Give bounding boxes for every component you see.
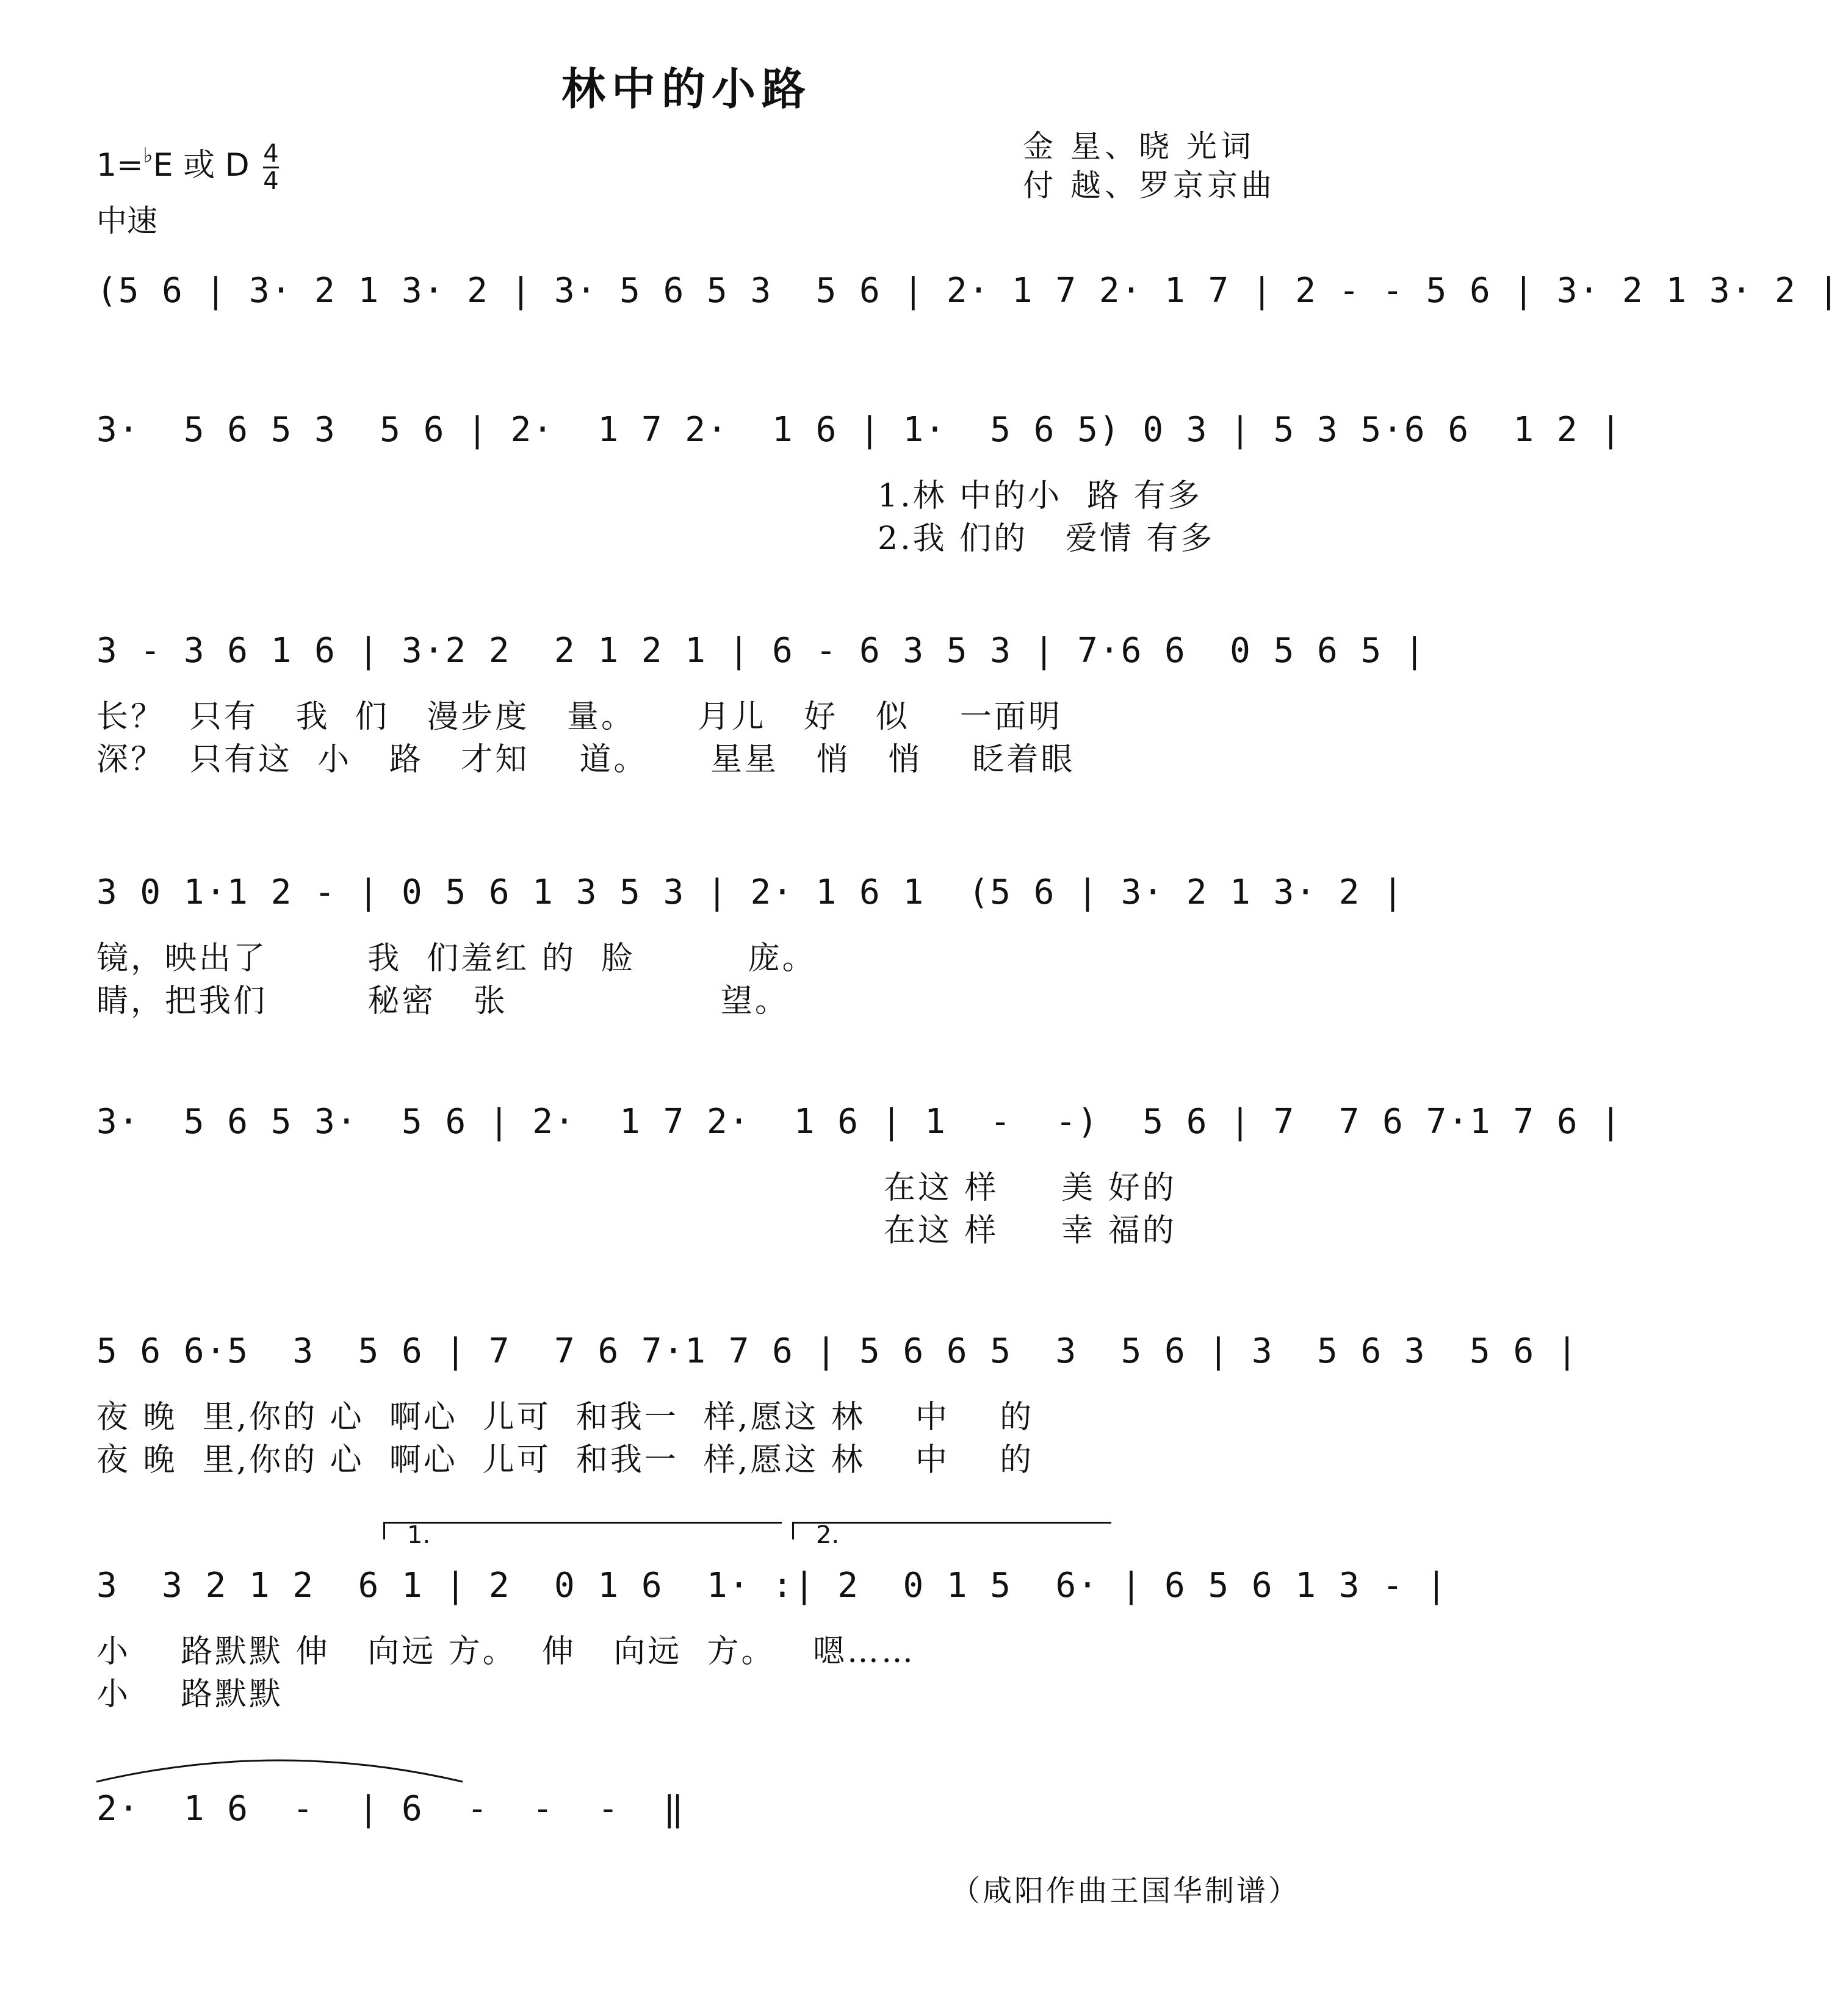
lyric-verse-1: 长？ 只有 我 们 漫步度 量。 月儿 好 似 一面明 [96, 699, 1063, 735]
lyric-verse-2: 2.我 们的 爱情 有多 [878, 520, 1215, 557]
first-ending-bracket: 1. [383, 1522, 782, 1539]
lyric-verse-2: 深？ 只有这 小 路 才知 道。 星星 悄 悄 眨着眼 [96, 741, 1075, 778]
key-text: E 或 D [153, 147, 250, 184]
composer-credit: 付 越、罗京京曲 [1023, 168, 1275, 203]
score-system-4 [96, 865, 1404, 1020]
notation-line: 3 0 1·1 2 - | 0 5 6 1 3 5 3 | 2· 1 6 1 (5 6 | 3· 2 1 3· 2 | [96, 873, 1404, 912]
notation-line: 2· 1 6 - | 6 - - - ‖ [96, 1789, 685, 1829]
time-top: 4 [263, 139, 279, 168]
key-signature [96, 139, 279, 194]
score-system-5 [96, 1095, 1623, 1249]
transcriber-credit: （咸阳作曲王国华制谱） [950, 1874, 1300, 1908]
tempo-marking: 中速 [96, 203, 157, 239]
lyricist-credit: 金 星、晓 光词 [1023, 129, 1255, 164]
score-system-6 [96, 1324, 1579, 1478]
song-title: 林中的小路 [561, 63, 812, 115]
time-bottom: 4 [263, 167, 279, 195]
score-system-2 [96, 403, 1623, 557]
lyric-verse-2: 睛，把我们 秘密 张 望。 [96, 983, 789, 1020]
lyric-verse-2: 小 路默默 [96, 1676, 284, 1713]
key-prefix: 1= [96, 147, 143, 184]
credits [1023, 127, 1275, 205]
second-ending-bracket: 2. [792, 1522, 1111, 1539]
notation-line: 3 3 2 1 2 6 1 | 2 0 1 6 1· :| 2 0 1 5 6· | 6 5 6 1 3 - | [96, 1566, 1448, 1605]
lyric-verse-1: 1.林 中的小 路 有多 [878, 478, 1202, 514]
flat-sign: ♭ [143, 143, 153, 168]
score-system-8 [96, 1782, 1280, 1843]
notation-line: 3· 5 6 5 3· 5 6 | 2· 1 7 2· 1 6 | 1 - -) 5 6 | 7 7 6 7·1 7 6 | [96, 1102, 1623, 1142]
notation-line: 3 - 3 6 1 6 | 3·2 2 2 1 2 1 | 6 - 6 3 5 3 | 7·6 6 0 5 6 5 | [96, 631, 1426, 671]
lyric-verse-2: 夜 晚 里,你的 心 啊心 儿可 和我一 样,愿这 林 中 的 [96, 1442, 1034, 1478]
lyric-verse-1: 夜 晚 里,你的 心 啊心 儿可 和我一 样,愿这 林 中 的 [96, 1399, 1034, 1436]
score-system-1 [96, 264, 1840, 325]
notation-line: 3· 5 6 5 3 5 6 | 2· 1 7 2· 1 6 | 1· 5 6 5) 0 3 | 5 3 5·6 6 1 2 | [96, 410, 1623, 450]
time-signature [263, 141, 278, 194]
lyric-verse-2: 在这 样 幸 福的 [884, 1212, 1177, 1249]
lyric-verse-1: 镜，映出了 我 们羞红 的 脸 庞。 [96, 940, 817, 977]
score-system-3 [96, 624, 1426, 778]
notation-line: (5 6 | 3· 2 1 3· 2 | 3· 5 6 5 3 5 6 | 2· 1 7 2· 1 7 | 2 - - 5 6 | 3· 2 1 3· 2 | [96, 271, 1840, 311]
score-system-7 [96, 1521, 1448, 1713]
lyric-verse-1: 在这 样 美 好的 [884, 1170, 1177, 1206]
notation-line: 5 6 6·5 3 5 6 | 7 7 6 7·1 7 6 | 5 6 6 5 3 5 6 | 3 5 6 3 5 6 | [96, 1331, 1579, 1371]
lyric-verse-1: 小 路默默 伸 向远 方。 伸 向远 方。 嗯…… [96, 1633, 916, 1670]
